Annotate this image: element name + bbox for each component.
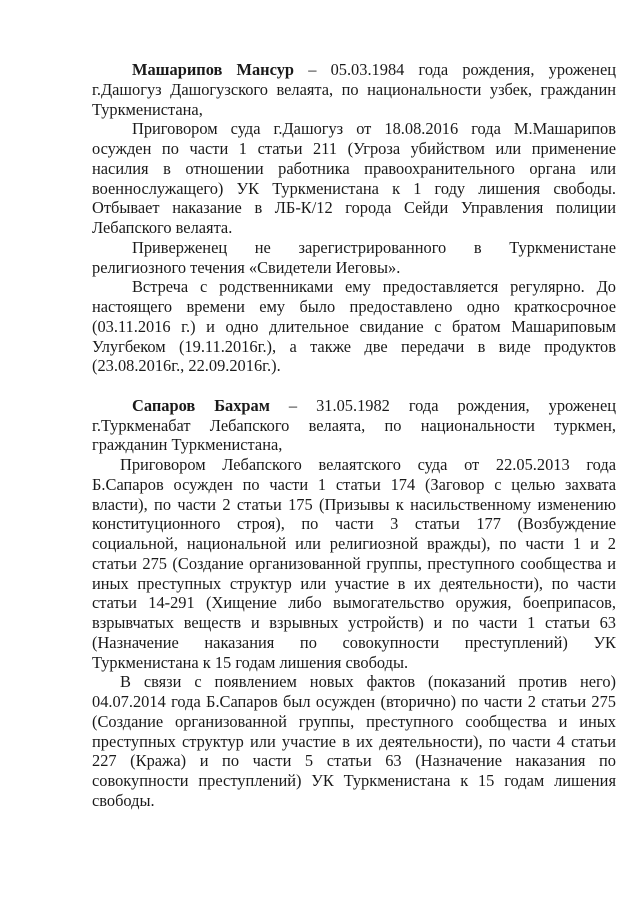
person-details: – 31.05.1982 года рождения, уроженец г.Туркменабат Лебапского велаята, по национальности туркмен, гражданин Туркменистана,: [92, 395, 616, 455]
person-name: Машарипов Мансур: [132, 60, 295, 79]
person-intro: [92, 396, 616, 455]
paragraph-religion: Приверженец не зарегистрированного в Туркменистане религиозного течения «Свидетели Иеговы».: [92, 237, 616, 277]
section-spacer: [92, 376, 616, 396]
paragraph-visits: Встреча с родственниками ему предоставляется регулярно. До настоящего времени ему было предоставлено одно краткосрочное (03.11.2016 г.) и одно длительное свидание с братом Машариповым Улугбеком (19.11.2016г.), а также две передачи в виде продуктов (23.08.2016г., 22.09.2016г.).: [92, 277, 616, 376]
paragraph-resentence: В связи с появлением новых фактов (показаний против него) 04.07.2014 года Б.Сапаров был осужден (вторично) по части 2 статьи 275 (Создание организованной группы, преступного сообщества и иных преступных структур или участие в их деятельности), по части 4 статьи 227 (Кража) и по части 5 статьи 63 (Назначение наказания по совокупности преступлений) УК Туркменистана к 15 годам лишения свободы.: [92, 672, 616, 810]
person-section-masharipov: [92, 60, 616, 376]
person-intro: [92, 60, 616, 119]
person-details: – 05.03.1984 года рождения, уроженец г.Дашогуз Дашогузского велаята, по национальности узбек, гражданин Туркменистана,: [92, 60, 617, 119]
document-page: [92, 60, 616, 811]
person-name: Сапаров Бахрам: [132, 395, 270, 415]
paragraph-sentence: Приговором суда г.Дашогуз от 18.08.2016 года М.Машарипов осужден по части 1 статьи 211 (Угроза убийством или применение насилия в отношении работника правоохранительного органа или военнослужащего) УК Туркменистана к 1 году лишения свободы. Отбывает наказание в ЛБ-К/12 города Сейди Управления полиции Лебапского велаята.: [92, 119, 616, 237]
person-section-saparov: [92, 396, 616, 811]
paragraph-sentence: Приговором Лебапского велаятского суда от 22.05.2013 года Б.Сапаров осужден по части 1 статьи 174 (Заговор с целью захвата власти), по части 2 статьи 175 (Призывы к насильственному изменению конституционного строя), по части 3 статьи 177 (Возбуждение социальной, национальной или религиозной вражды), по части 1 и 2 статьи 275 (Создание организованной группы, преступного сообщества и иных преступных структур или участие в их деятельности), по части статьи 14-291 (Хищение либо вымогательство оружия, боеприпасов, взрывчатых веществ и взрывных устройств) и по части 1 статьи 63 (Назначение наказания по совокупности преступлений) УК Туркменистана к 15 годам лишения свободы.: [92, 455, 616, 672]
